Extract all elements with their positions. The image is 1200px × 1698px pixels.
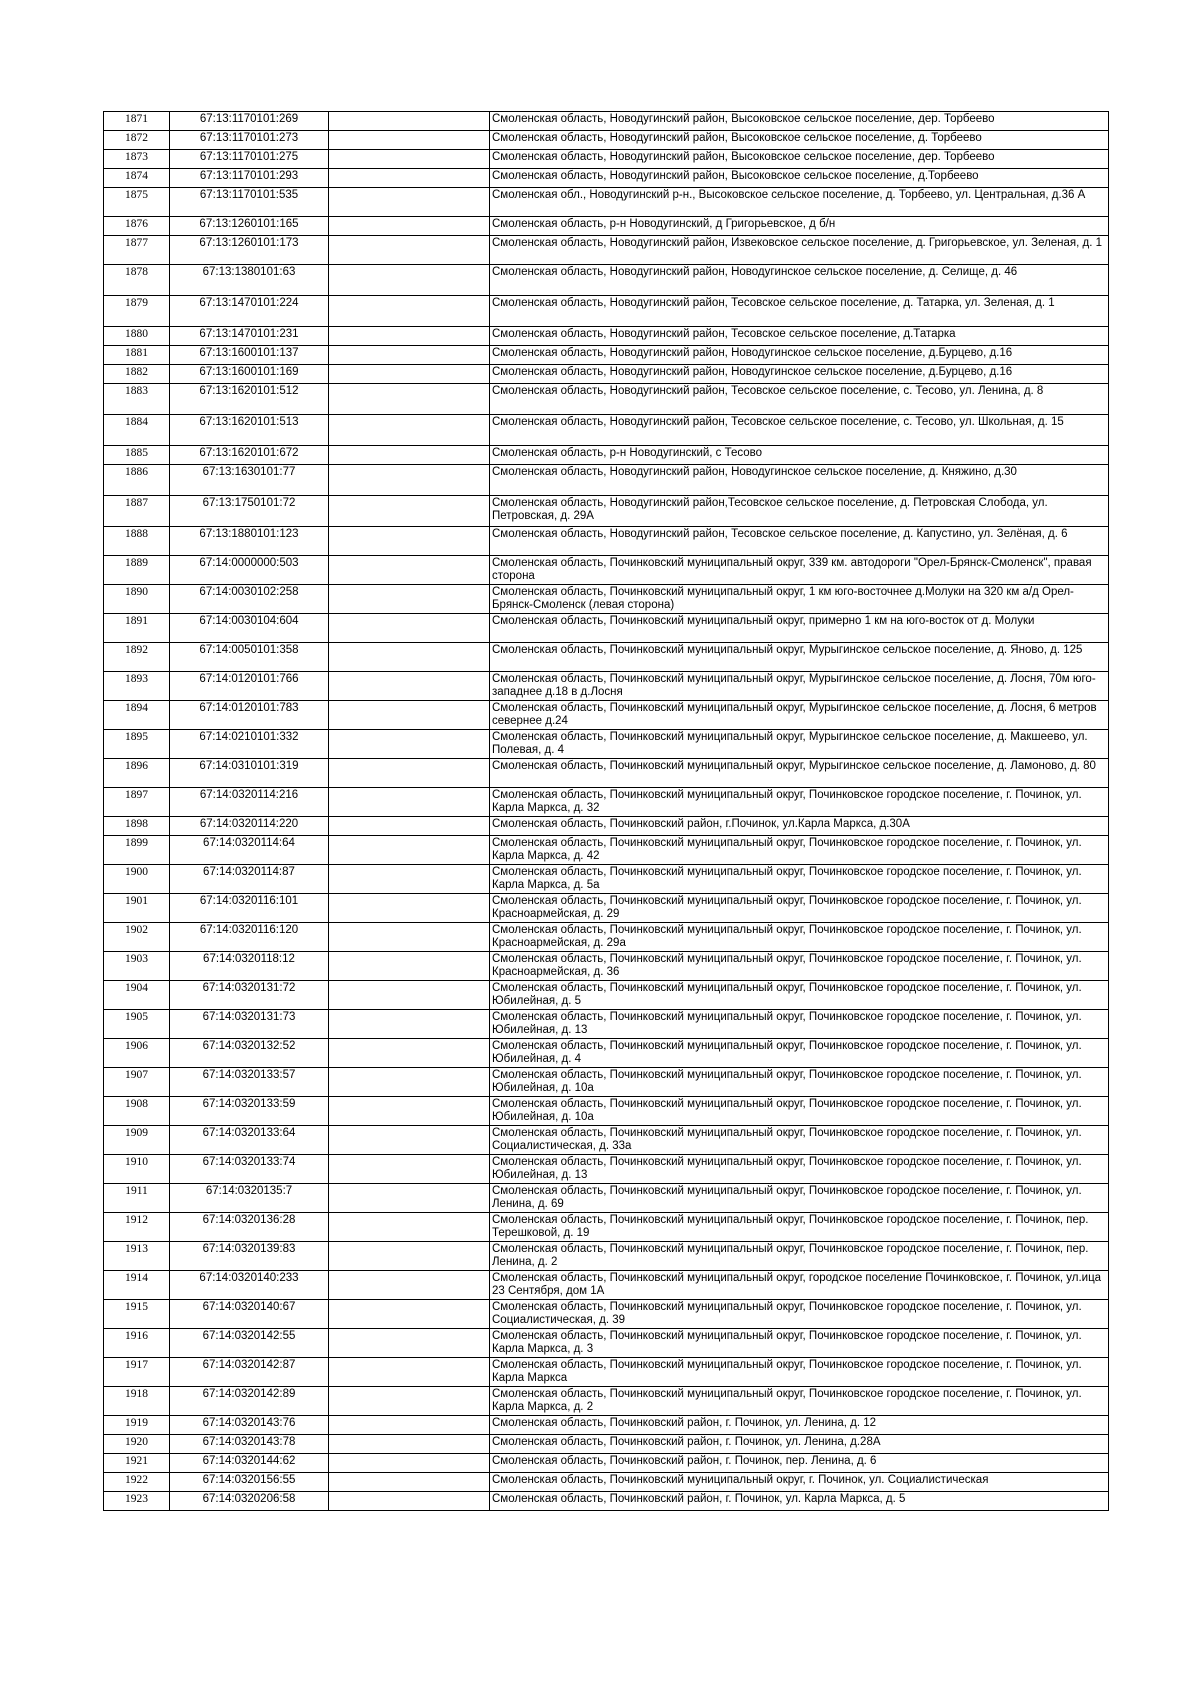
row-number-cell: 1884 — [104, 415, 170, 446]
empty-cell — [329, 614, 490, 643]
cadastral-number-cell: 67:14:0320133:64 — [170, 1126, 329, 1155]
cadastral-number-cell: 67:13:1620101:672 — [170, 446, 329, 465]
row-number-cell: 1872 — [104, 131, 170, 150]
row-number-cell: 1893 — [104, 672, 170, 701]
table-row — [104, 1329, 1109, 1358]
cadastral-number-cell: 67:14:0320114:216 — [170, 788, 329, 817]
table-row — [104, 952, 1109, 981]
table-row — [104, 981, 1109, 1010]
address-cell: Смоленская область, Починковский муниципальный округ, г. Починок, ул. Социалистическая — [490, 1473, 1109, 1492]
address-cell: Смоленская область, Новодугинский район, Высоковское сельское поселение, дер. Торбеево — [490, 150, 1109, 169]
empty-cell — [329, 865, 490, 894]
row-number-cell: 1900 — [104, 865, 170, 894]
address-cell: Смоленская область, Новодугинский район, Высоковское сельское поселение, дер. Торбеево — [490, 112, 1109, 131]
cadastral-number-cell: 67:13:1620101:513 — [170, 415, 329, 446]
address-cell: Смоленская область, Починковский муниципальный округ, Починковское городское поселение, г. Починок, ул. Юбилейная, д. 4 — [490, 1039, 1109, 1068]
empty-cell — [329, 1068, 490, 1097]
empty-cell — [329, 894, 490, 923]
cadastral-number-cell: 67:14:0320143:78 — [170, 1435, 329, 1454]
table-row — [104, 701, 1109, 730]
row-number-cell: 1897 — [104, 788, 170, 817]
row-number-cell: 1881 — [104, 346, 170, 365]
row-number-cell: 1879 — [104, 296, 170, 327]
table-row — [104, 556, 1109, 585]
table-row — [104, 585, 1109, 614]
row-number-cell: 1892 — [104, 643, 170, 672]
cadastral-number-cell: 67:13:1260101:173 — [170, 236, 329, 265]
empty-cell — [329, 836, 490, 865]
empty-cell — [329, 585, 490, 614]
row-number-cell: 1882 — [104, 365, 170, 384]
table-row — [104, 296, 1109, 327]
empty-cell — [329, 415, 490, 446]
address-cell: Смоленская область, Починковский муниципальный округ, Починковское городское поселение, г. Починок, ул. Карла Маркса, д. 3 — [490, 1329, 1109, 1358]
row-number-cell: 1885 — [104, 446, 170, 465]
row-number-cell: 1921 — [104, 1454, 170, 1473]
address-cell: Смоленская область, Новодугинский район, Тесовское сельское поселение, с. Тесово, ул. Школьная, д. 15 — [490, 415, 1109, 446]
table-row — [104, 1435, 1109, 1454]
cadastral-number-cell: 67:13:1380101:63 — [170, 265, 329, 296]
address-cell: Смоленская область, Починковский муниципальный округ, Починковское городское поселение, г. Починок, ул. Юбилейная, д. 13 — [490, 1010, 1109, 1039]
empty-cell — [329, 1473, 490, 1492]
table-row — [104, 788, 1109, 817]
address-cell: Смоленская область, Новодугинский район, Тесовское сельское поселение, д.Татарка — [490, 327, 1109, 346]
row-number-cell: 1902 — [104, 923, 170, 952]
address-cell: Смоленская область, Починковский муниципальный округ, Починковское городское поселение, г. Починок, ул. Красноармейская, д. 36 — [490, 952, 1109, 981]
cadastral-number-cell: 67:14:0320142:89 — [170, 1387, 329, 1416]
cadastral-number-cell: 67:14:0320114:220 — [170, 817, 329, 836]
empty-cell — [329, 169, 490, 188]
table-row — [104, 415, 1109, 446]
address-cell: Смоленская область, Починковский муниципальный округ, Починковское городское поселение, г. Починок, ул. Социалистическая, д. 33а — [490, 1126, 1109, 1155]
empty-cell — [329, 384, 490, 415]
empty-cell — [329, 1213, 490, 1242]
row-number-cell: 1898 — [104, 817, 170, 836]
row-number-cell: 1915 — [104, 1300, 170, 1329]
table-row — [104, 346, 1109, 365]
table-row — [104, 1454, 1109, 1473]
address-cell: Смоленская область, Новодугинский район, Высоковское сельское поселение, д. Торбеево — [490, 131, 1109, 150]
cadastral-number-cell: 67:14:0320135:7 — [170, 1184, 329, 1213]
row-number-cell: 1894 — [104, 701, 170, 730]
address-cell: Смоленская область, Починковский район, г. Починок, пер. Ленина, д. 6 — [490, 1454, 1109, 1473]
table-row — [104, 1126, 1109, 1155]
cadastral-number-cell: 67:14:0000000:503 — [170, 556, 329, 585]
empty-cell — [329, 981, 490, 1010]
table-row — [104, 923, 1109, 952]
row-number-cell: 1917 — [104, 1358, 170, 1387]
empty-cell — [329, 496, 490, 527]
table-row — [104, 759, 1109, 788]
empty-cell — [329, 1387, 490, 1416]
address-cell: Смоленская область, Новодугинский район,Тесовское сельское поселение, д. Петровская Слобода, ул. Петровская, д. 29А — [490, 496, 1109, 527]
empty-cell — [329, 643, 490, 672]
cadastral-number-cell: 67:13:1260101:165 — [170, 217, 329, 236]
empty-cell — [329, 1126, 490, 1155]
cadastral-number-cell: 67:14:0320140:233 — [170, 1271, 329, 1300]
table-row — [104, 496, 1109, 527]
empty-cell — [329, 1492, 490, 1511]
cadastral-number-cell: 67:14:0320133:59 — [170, 1097, 329, 1126]
cadastral-number-cell: 67:13:1170101:269 — [170, 112, 329, 131]
cadastral-number-cell: 67:14:0320116:120 — [170, 923, 329, 952]
cadastral-table — [103, 111, 1109, 1511]
empty-cell — [329, 1454, 490, 1473]
address-cell: Смоленская область, Починковский муниципальный округ, Починковское городское поселение, г. Починок, ул. Карла Маркса — [490, 1358, 1109, 1387]
empty-cell — [329, 952, 490, 981]
address-cell: Смоленская область, Починковский муниципальный округ, Починковское городское поселение, г. Починок, ул. Карла Маркса, д. 2 — [490, 1387, 1109, 1416]
address-cell: Смоленская область, Починковский муниципальный округ, 1 км юго-восточнее д.Молуки на 320 км а/д Орел-Брянск-Смоленск (левая сторона) — [490, 585, 1109, 614]
row-number-cell: 1903 — [104, 952, 170, 981]
row-number-cell: 1910 — [104, 1155, 170, 1184]
address-cell: Смоленская область, Новодугинский район, Новодугинское сельское поселение, д.Бурцево, д.16 — [490, 346, 1109, 365]
row-number-cell: 1919 — [104, 1416, 170, 1435]
row-number-cell: 1889 — [104, 556, 170, 585]
cadastral-number-cell: 67:14:0320139:83 — [170, 1242, 329, 1271]
row-number-cell: 1874 — [104, 169, 170, 188]
row-number-cell: 1876 — [104, 217, 170, 236]
cadastral-number-cell: 67:14:0320133:57 — [170, 1068, 329, 1097]
table-row — [104, 894, 1109, 923]
address-cell: Смоленская область, Починковский муниципальный округ, Починковское городское поселение, г. Починок, ул. Карла Маркса, д. 5а — [490, 865, 1109, 894]
table-row — [104, 1492, 1109, 1511]
table-row — [104, 1358, 1109, 1387]
cadastral-number-cell: 67:13:1620101:512 — [170, 384, 329, 415]
document-page — [103, 111, 1108, 1511]
row-number-cell: 1871 — [104, 112, 170, 131]
cadastral-number-cell: 67:14:0320114:87 — [170, 865, 329, 894]
row-number-cell: 1873 — [104, 150, 170, 169]
table-row — [104, 1010, 1109, 1039]
row-number-cell: 1877 — [104, 236, 170, 265]
address-cell: Смоленская область, Починковский район, г. Починок, ул. Ленина, д.28А — [490, 1435, 1109, 1454]
table-row — [104, 1242, 1109, 1271]
empty-cell — [329, 672, 490, 701]
empty-cell — [329, 1155, 490, 1184]
empty-cell — [329, 730, 490, 759]
empty-cell — [329, 1010, 490, 1039]
empty-cell — [329, 465, 490, 496]
address-cell: Смоленская область, Починковский муниципальный округ, Починковское городское поселение, г. Починок, ул. Красноармейская, д. 29 — [490, 894, 1109, 923]
cadastral-number-cell: 67:14:0320133:74 — [170, 1155, 329, 1184]
cadastral-number-cell: 67:14:0320118:12 — [170, 952, 329, 981]
table-row — [104, 446, 1109, 465]
cadastral-number-cell: 67:14:0320114:64 — [170, 836, 329, 865]
empty-cell — [329, 150, 490, 169]
address-cell: Смоленская область, Новодугинский район, Новодугинское сельское поселение, д. Княжино, д.30 — [490, 465, 1109, 496]
empty-cell — [329, 188, 490, 217]
row-number-cell: 1886 — [104, 465, 170, 496]
empty-cell — [329, 1300, 490, 1329]
table-row — [104, 527, 1109, 556]
table-row — [104, 817, 1109, 836]
address-cell: Смоленская область, р-н Новодугинский, с Тесово — [490, 446, 1109, 465]
table-row — [104, 169, 1109, 188]
address-cell: Смоленская область, Починковский муниципальный округ, Починковское городское поселение, г. Починок, ул. Юбилейная, д. 10а — [490, 1097, 1109, 1126]
table-row — [104, 1473, 1109, 1492]
cadastral-number-cell: 67:14:0120101:783 — [170, 701, 329, 730]
table-row — [104, 465, 1109, 496]
table-row — [104, 236, 1109, 265]
empty-cell — [329, 446, 490, 465]
row-number-cell: 1908 — [104, 1097, 170, 1126]
address-cell: Смоленская область, Новодугинский район, Новодугинское сельское поселение, д.Бурцево, д.16 — [490, 365, 1109, 384]
cadastral-number-cell: 67:14:0030102:258 — [170, 585, 329, 614]
table-row — [104, 188, 1109, 217]
cadastral-number-cell: 67:14:0320131:72 — [170, 981, 329, 1010]
address-cell: Смоленская область, Починковский муниципальный округ, Починковское городское поселение, г. Починок, пер. Ленина, д. 2 — [490, 1242, 1109, 1271]
address-cell: Смоленская область, Починковский муниципальный округ, Починковское городское поселение, г. Починок, ул. Карла Маркса, д. 32 — [490, 788, 1109, 817]
row-number-cell: 1906 — [104, 1039, 170, 1068]
address-cell: Смоленская область, Починковский муниципальный округ, Мурыгинское сельское поселение, д. Ламоново, д. 80 — [490, 759, 1109, 788]
row-number-cell: 1875 — [104, 188, 170, 217]
table-row — [104, 150, 1109, 169]
empty-cell — [329, 1435, 490, 1454]
table-row — [104, 265, 1109, 296]
row-number-cell: 1891 — [104, 614, 170, 643]
address-cell: Смоленская область, Новодугинский район, Тесовское сельское поселение, с. Тесово, ул. Ленина, д. 8 — [490, 384, 1109, 415]
address-cell: Смоленская область, Починковский муниципальный округ, Починковское городское поселение, г. Починок, ул. Юбилейная, д. 5 — [490, 981, 1109, 1010]
empty-cell — [329, 365, 490, 384]
address-cell: Смоленская область, р-н Новодугинский, д Григорьевское, д б/н — [490, 217, 1109, 236]
empty-cell — [329, 1184, 490, 1213]
cadastral-number-cell: 67:14:0320131:73 — [170, 1010, 329, 1039]
address-cell: Смоленская область, Починковский муниципальный округ, 339 км. автодороги "Орел-Брянск-Смоленск", правая сторона — [490, 556, 1109, 585]
cadastral-number-cell: 67:14:0030104:604 — [170, 614, 329, 643]
address-cell: Смоленская область, Починковский муниципальный округ, Починковское городское поселение, г. Починок, ул. Юбилейная, д. 13 — [490, 1155, 1109, 1184]
table-row — [104, 217, 1109, 236]
address-cell: Смоленская обл., Новодугинский р-н., Высоковское сельское поселение, д. Торбеево, ул. Центральная, д.36 А — [490, 188, 1109, 217]
row-number-cell: 1914 — [104, 1271, 170, 1300]
table-row — [104, 1271, 1109, 1300]
address-cell: Смоленская область, Починковский муниципальный округ, Мурыгинское сельское поселение, д. Лосня, 6 метров севернее д.24 — [490, 701, 1109, 730]
table-row — [104, 1155, 1109, 1184]
cadastral-number-cell: 67:14:0320140:67 — [170, 1300, 329, 1329]
row-number-cell: 1909 — [104, 1126, 170, 1155]
empty-cell — [329, 1039, 490, 1068]
cadastral-number-cell: 67:14:0310101:319 — [170, 759, 329, 788]
row-number-cell: 1916 — [104, 1329, 170, 1358]
address-cell: Смоленская область, Починковский муниципальный округ, Починковское городское поселение, г. Починок, ул. Юбилейная, д. 10а — [490, 1068, 1109, 1097]
table-row — [104, 1387, 1109, 1416]
address-cell: Смоленская область, Новодугинский район, Извековское сельское поселение, д. Григорьевское, ул. Зеленая, д. 1 — [490, 236, 1109, 265]
cadastral-number-cell: 67:14:0320143:76 — [170, 1416, 329, 1435]
row-number-cell: 1912 — [104, 1213, 170, 1242]
address-cell: Смоленская область, Починковский муниципальный округ, Починковское городское поселение, г. Починок, пер. Терешковой, д. 19 — [490, 1213, 1109, 1242]
table-row — [104, 365, 1109, 384]
address-cell: Смоленская область, Починковский муниципальный округ, Починковское городское поселение, г. Починок, ул. Ленина, д. 69 — [490, 1184, 1109, 1213]
empty-cell — [329, 346, 490, 365]
row-number-cell: 1878 — [104, 265, 170, 296]
empty-cell — [329, 1271, 490, 1300]
table-row — [104, 643, 1109, 672]
cadastral-number-cell: 67:14:0210101:332 — [170, 730, 329, 759]
row-number-cell: 1920 — [104, 1435, 170, 1454]
address-cell: Смоленская область, Починковский район, г. Починок, ул. Ленина, д. 12 — [490, 1416, 1109, 1435]
row-number-cell: 1918 — [104, 1387, 170, 1416]
row-number-cell: 1887 — [104, 496, 170, 527]
table-row — [104, 1068, 1109, 1097]
table-row — [104, 1213, 1109, 1242]
cadastral-number-cell: 67:14:0050101:358 — [170, 643, 329, 672]
row-number-cell: 1880 — [104, 327, 170, 346]
cadastral-number-cell: 67:14:0320206:58 — [170, 1492, 329, 1511]
row-number-cell: 1907 — [104, 1068, 170, 1097]
empty-cell — [329, 1097, 490, 1126]
empty-cell — [329, 131, 490, 150]
row-number-cell: 1890 — [104, 585, 170, 614]
cadastral-number-cell: 67:14:0320144:62 — [170, 1454, 329, 1473]
cadastral-number-cell: 67:14:0120101:766 — [170, 672, 329, 701]
row-number-cell: 1911 — [104, 1184, 170, 1213]
table-row — [104, 1039, 1109, 1068]
empty-cell — [329, 923, 490, 952]
address-cell: Смоленская область, Починковский муниципальный округ, городское поселение Починковское, г. Починок, ул.ица 23 Сентября, дом 1А — [490, 1271, 1109, 1300]
table-row — [104, 1300, 1109, 1329]
row-number-cell: 1913 — [104, 1242, 170, 1271]
row-number-cell: 1888 — [104, 527, 170, 556]
table-body — [104, 112, 1109, 1511]
cadastral-number-cell: 67:13:1170101:273 — [170, 131, 329, 150]
cadastral-number-cell: 67:13:1170101:293 — [170, 169, 329, 188]
row-number-cell: 1895 — [104, 730, 170, 759]
empty-cell — [329, 265, 490, 296]
empty-cell — [329, 1242, 490, 1271]
row-number-cell: 1896 — [104, 759, 170, 788]
cadastral-number-cell: 67:13:1470101:224 — [170, 296, 329, 327]
empty-cell — [329, 701, 490, 730]
address-cell: Смоленская область, Починковский муниципальный округ, Починковское городское поселение, г. Починок, ул. Социалистическая, д. 39 — [490, 1300, 1109, 1329]
cadastral-number-cell: 67:14:0320142:55 — [170, 1329, 329, 1358]
table-row — [104, 730, 1109, 759]
row-number-cell: 1901 — [104, 894, 170, 923]
cadastral-number-cell: 67:14:0320156:55 — [170, 1473, 329, 1492]
row-number-cell: 1904 — [104, 981, 170, 1010]
cadastral-number-cell: 67:13:1470101:231 — [170, 327, 329, 346]
cadastral-number-cell: 67:13:1600101:137 — [170, 346, 329, 365]
address-cell: Смоленская область, Починковский муниципальный округ, Починковское городское поселение, г. Починок, ул. Карла Маркса, д. 42 — [490, 836, 1109, 865]
cadastral-number-cell: 67:13:1600101:169 — [170, 365, 329, 384]
address-cell: Смоленская область, Починковский район, г. Починок, ул. Карла Маркса, д. 5 — [490, 1492, 1109, 1511]
table-row — [104, 131, 1109, 150]
address-cell: Смоленская область, Починковский район, г.Починок, ул.Карла Маркса, д.30А — [490, 817, 1109, 836]
table-row — [104, 1184, 1109, 1213]
empty-cell — [329, 236, 490, 265]
cadastral-number-cell: 67:14:0320132:52 — [170, 1039, 329, 1068]
empty-cell — [329, 1416, 490, 1435]
cadastral-number-cell: 67:13:1170101:275 — [170, 150, 329, 169]
row-number-cell: 1899 — [104, 836, 170, 865]
row-number-cell: 1905 — [104, 1010, 170, 1039]
address-cell: Смоленская область, Починковский муниципальный округ, Мурыгинское сельское поселение, д. Лосня, 70м юго-западнее д.18 в д.Лосня — [490, 672, 1109, 701]
empty-cell — [329, 217, 490, 236]
table-row — [104, 865, 1109, 894]
empty-cell — [329, 112, 490, 131]
table-row — [104, 614, 1109, 643]
cadastral-number-cell: 67:13:1630101:77 — [170, 465, 329, 496]
cadastral-number-cell: 67:13:1750101:72 — [170, 496, 329, 527]
empty-cell — [329, 1329, 490, 1358]
address-cell: Смоленская область, Новодугинский район, Тесовское сельское поселение, д. Капустино, ул. Зелёная, д. 6 — [490, 527, 1109, 556]
row-number-cell: 1922 — [104, 1473, 170, 1492]
empty-cell — [329, 817, 490, 836]
table-row — [104, 112, 1109, 131]
address-cell: Смоленская область, Починковский муниципальный округ, примерно 1 км на юго-восток от д. Молуки — [490, 614, 1109, 643]
empty-cell — [329, 759, 490, 788]
empty-cell — [329, 556, 490, 585]
empty-cell — [329, 327, 490, 346]
address-cell: Смоленская область, Новодугинский район, Новодугинское сельское поселение, д. Селище, д. 46 — [490, 265, 1109, 296]
address-cell: Смоленская область, Новодугинский район, Высоковское сельское поселение, д.Торбеево — [490, 169, 1109, 188]
cadastral-number-cell: 67:13:1170101:535 — [170, 188, 329, 217]
table-row — [104, 836, 1109, 865]
row-number-cell: 1923 — [104, 1492, 170, 1511]
cadastral-number-cell: 67:13:1880101:123 — [170, 527, 329, 556]
empty-cell — [329, 527, 490, 556]
table-row — [104, 1097, 1109, 1126]
empty-cell — [329, 1358, 490, 1387]
table-row — [104, 1416, 1109, 1435]
address-cell: Смоленская область, Новодугинский район, Тесовское сельское поселение, д. Татарка, ул. Зеленая, д. 1 — [490, 296, 1109, 327]
row-number-cell: 1883 — [104, 384, 170, 415]
empty-cell — [329, 296, 490, 327]
cadastral-number-cell: 67:14:0320116:101 — [170, 894, 329, 923]
address-cell: Смоленская область, Починковский муниципальный округ, Мурыгинское сельское поселение, д. Яново, д. 125 — [490, 643, 1109, 672]
cadastral-number-cell: 67:14:0320136:28 — [170, 1213, 329, 1242]
empty-cell — [329, 788, 490, 817]
address-cell: Смоленская область, Починковский муниципальный округ, Починковское городское поселение, г. Починок, ул. Красноармейская, д. 29а — [490, 923, 1109, 952]
table-row — [104, 672, 1109, 701]
table-row — [104, 327, 1109, 346]
address-cell: Смоленская область, Починковский муниципальный округ, Мурыгинское сельское поселение, д. Макшеево, ул. Полевая, д. 4 — [490, 730, 1109, 759]
cadastral-number-cell: 67:14:0320142:87 — [170, 1358, 329, 1387]
table-row — [104, 384, 1109, 415]
